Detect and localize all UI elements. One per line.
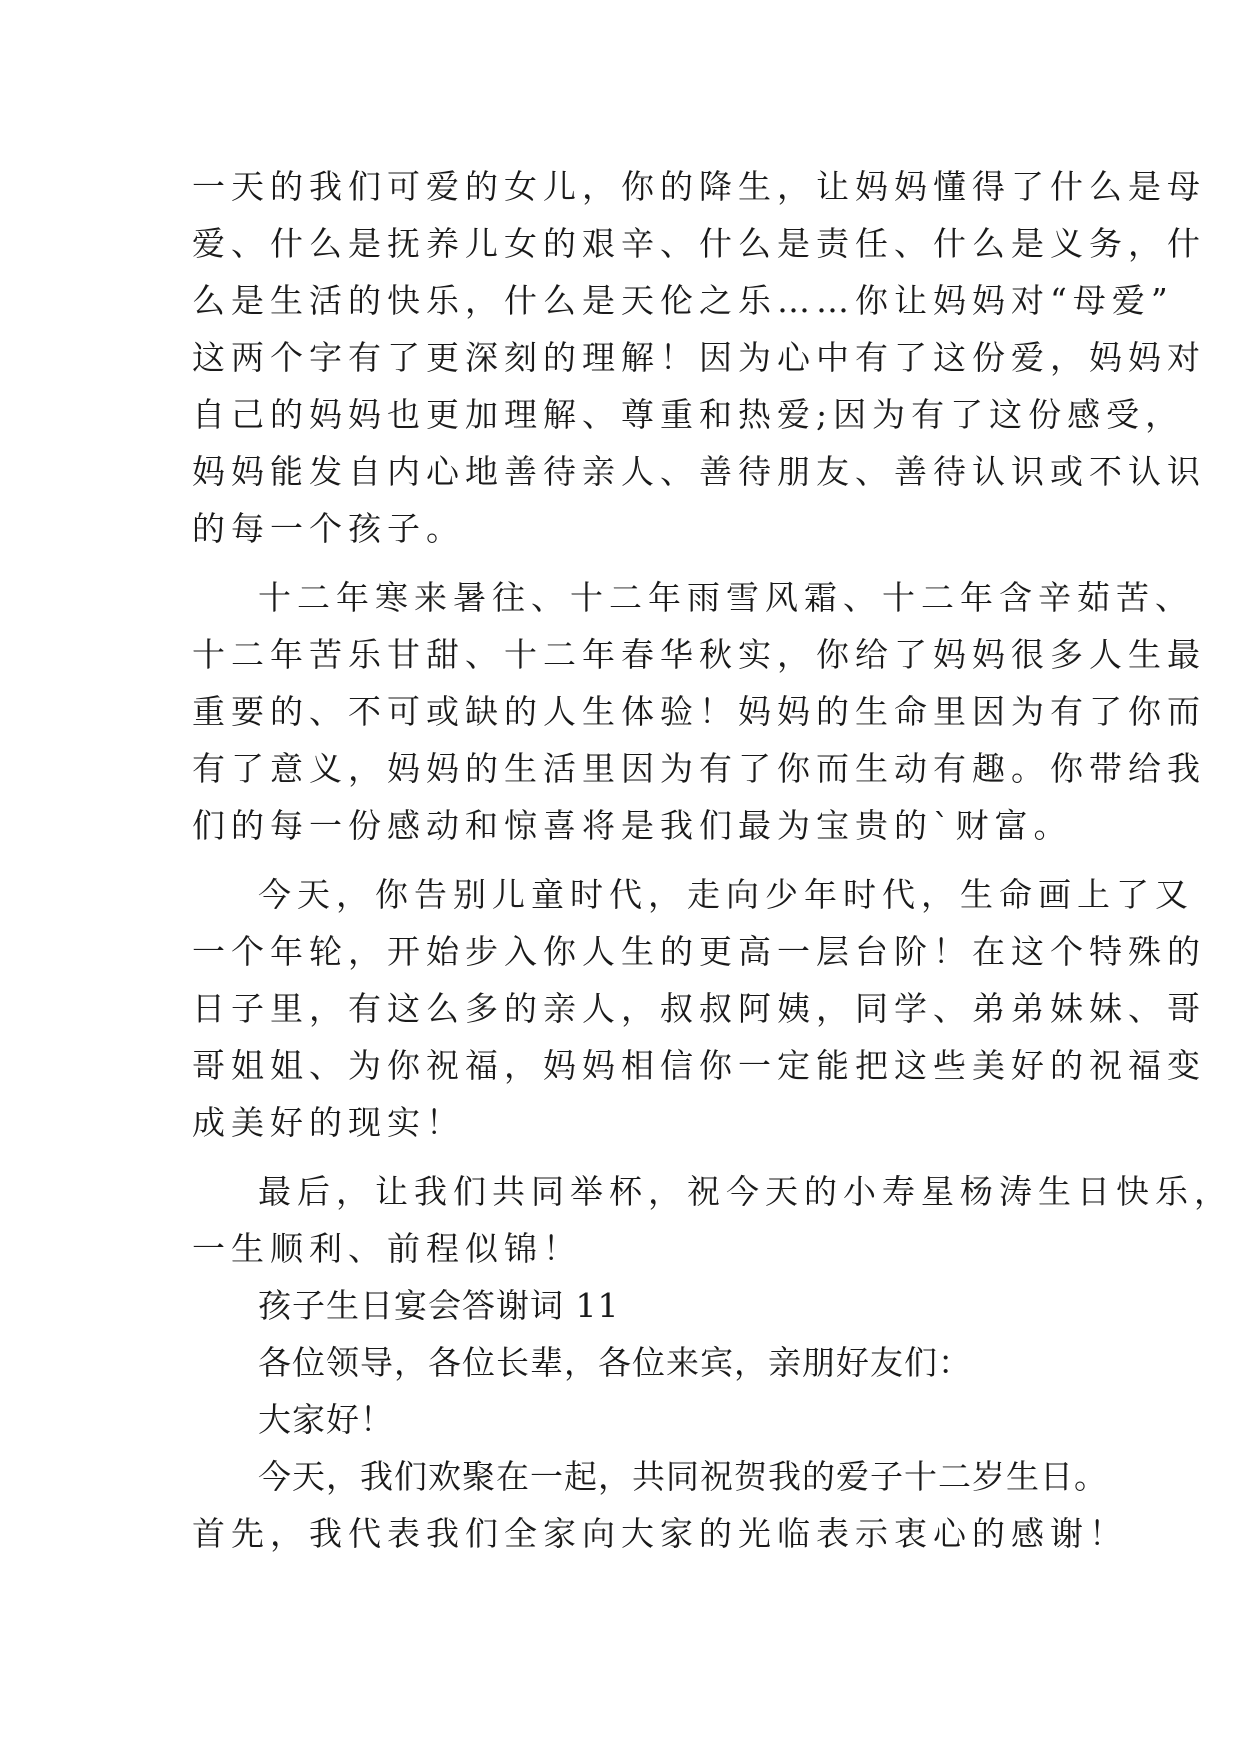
text-line: 哥姐姐、为你祝福，妈妈相信你一定能把这些美好的祝福变 [192,1046,1206,1085]
text-line: 有了意义，妈妈的生活里因为有了你而生动有趣。你带给我 [192,749,1206,788]
paragraph-first-line: 最后，让我们共同举杯，祝今天的小寿星杨涛生日快乐， [258,1172,1233,1211]
text-line: 妈妈能发自内心地善待亲人、善待朋友、善待认识或不认识 [192,452,1206,491]
text-line: 们的每一份感动和惊喜将是我们最为宝贵的`财富。 [192,806,1073,845]
text-line: 一生顺利、前程似锦！ [192,1229,582,1268]
text-line: 重要的、不可或缺的人生体验！妈妈的生命里因为有了你而 [192,692,1206,731]
paragraph-first-line: 今天，你告别儿童时代，走向少年时代，生命画上了又 [258,875,1194,914]
text-line: 么是生活的快乐，什么是天伦之乐……你让妈妈对“母爱” [192,281,1174,320]
greeting: 大家好！ [258,1400,394,1439]
text-line: 首先，我代表我们全家向大家的光临表示衷心的感谢！ [192,1514,1128,1553]
text-line: 自己的妈妈也更加理解、尊重和热爱;因为有了这份感受， [192,395,1185,434]
salutation: 各位领导，各位长辈，各位来宾，亲朋好友们： [258,1343,972,1382]
document-body [192,158,1233,1562]
text-line: 成美好的现实！ [192,1103,465,1142]
paragraph-first-line: 今天，我们欢聚在一起，共同祝贺我的爱子十二岁生日。 [258,1457,1108,1496]
text-line: 的每一个孩子。 [192,509,465,548]
paragraph-first-line: 十二年寒来暑往、十二年雨雪风霜、十二年含辛茹苦、 [258,578,1194,617]
section-title: 孩子生日宴会答谢词 11 [258,1286,620,1325]
text-line: 日子里，有这么多的亲人，叔叔阿姨，同学、弟弟妹妹、哥 [192,989,1206,1028]
text-line: 一个年轮，开始步入你人生的更高一层台阶！在这个特殊的 [192,932,1206,971]
text-line: 十二年苦乐甘甜、十二年春华秋实，你给了妈妈很多人生最 [192,635,1206,674]
text-line: 这两个字有了更深刻的理解！因为心中有了这份爱，妈妈对 [192,338,1206,377]
text-line: 一天的我们可爱的女儿，你的降生，让妈妈懂得了什么是母 [192,167,1206,206]
text-line: 爱、什么是抚养儿女的艰辛、什么是责任、什么是义务，什 [192,224,1206,263]
